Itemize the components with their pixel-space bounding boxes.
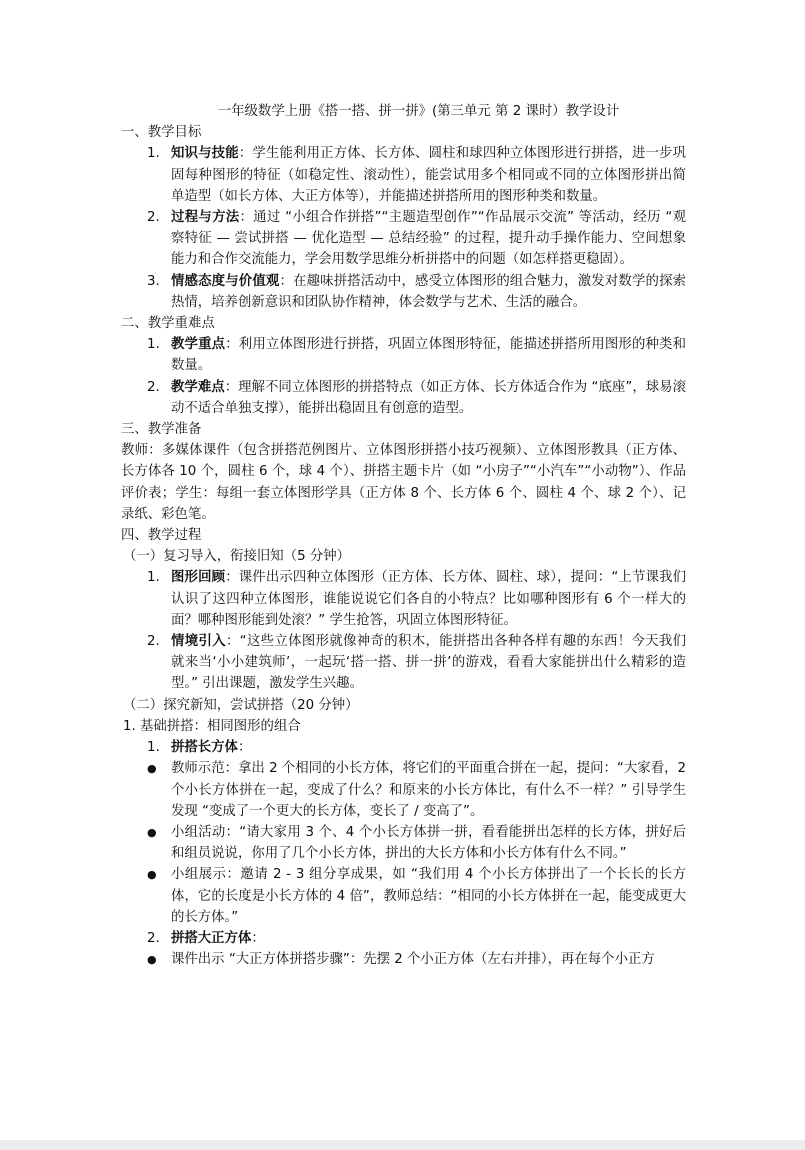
item-label: 教学难点: [171, 379, 225, 395]
bullet-text: 教师示范：拿出 2 个相同的小长方体，将它们的平面重合拼在一起，提问：“大家看，2 个小长方体拼在一起，变成了什么？和原来的小长方体比，有什么不一样？” 引导学生发现 “变成了一个更大的长方体，变长了 / 变高了”。: [171, 761, 686, 819]
section-heading-process: 四、教学过程: [121, 528, 202, 544]
objective-item: [121, 271, 686, 313]
item-text: ：: [251, 930, 265, 946]
item-label: 拼搭大正方体: [171, 930, 252, 946]
bullet-icon: ●: [147, 762, 157, 776]
bullet-text: 小组展示：邀请 2 - 3 组分享成果，如 “我们用 4 个小长方体拼出了一个长长的长方体，它的长度是小长方体的 4 倍”，教师总结：“相同的小长方体拼在一起，能变成更大的长方体。”: [171, 867, 686, 925]
bullet-text: 课件出示 “大正方体拼搭步骤”：先摆 2 个小正方体（左右并排），再在每个小正方: [171, 952, 655, 968]
bullet-text: 小组活动：“请大家用 3 个、4 个小长方体拼一拼，看看能拼出怎样的长方体，拼好后和组员说说，你用了几个小长方体，拼出的大长方体和小长方体有什么不同。”: [171, 824, 686, 862]
item-label: 图形回顾: [171, 570, 226, 586]
item-label: 过程与方法: [171, 210, 240, 226]
item-label: 情境引入: [171, 634, 226, 650]
bullet-item: [121, 864, 686, 928]
item-text: ：课件出示四种立体图形（正方体、长方体、圆柱、球），提问：“上节课我们认识了这四种立体图形，谁能说说它们各自的小特点？比如哪种图形有 6 个一样大的面？哪种图形能到处滚？” 学生抢答，巩固立体图形特征。: [171, 570, 686, 628]
bullet-item: [121, 949, 686, 970]
item-label: 情感态度与价值观: [171, 273, 280, 289]
process-item: [121, 631, 686, 695]
preparation-paragraph: 教师：多媒体课件（包含拼搭范例图片、立体图形拼搭小技巧视频）、立体图形教具（正方体、长方体各 10 个，圆柱 6 个，球 4 个）、拼搭主题卡片（如 “小房子”“小汽车”“小动物”）、作品评价表；学生：每组一套立体图形学具（正方体 8 个、长方体 6 个、圆柱 4 个、球 2 个）、记录纸、彩色笔。: [121, 443, 686, 522]
objective-item: [121, 207, 686, 271]
section-heading-key-points: 二、教学重难点: [121, 316, 215, 332]
item-text: ：“这些立体图形就像神奇的积木，能拼搭出各种各样有趣的东西！今天我们就来当‘小小建筑师’，一起玩‘搭一搭、拼一拼’的游戏，看看大家能拼出什么精彩的造型。” 引出课题，激发学生兴趣。: [171, 634, 687, 692]
step-item: [121, 737, 686, 758]
bullet-item: [121, 758, 686, 822]
document-title: 一年级数学上册《搭一搭、拼一拼》(第三单元 第 2 课时）教学设计: [217, 104, 620, 119]
item-text: ：理解不同立体图形的拼搭特点（如正方体、长方体适合作为 “底座”，球易滚动不适合单独支撑），能拼出稳固且有创意的造型。: [171, 379, 686, 416]
key-point-item: [121, 377, 686, 419]
item-number: 1.: [147, 146, 160, 162]
item-number: 1.: [147, 570, 160, 586]
item-number: 2.: [147, 210, 160, 226]
item-number: 2.: [147, 634, 160, 650]
item-label: 教学重点: [171, 337, 226, 353]
bullet-icon: ●: [147, 825, 157, 839]
section-heading-objectives: 一、教学目标: [121, 125, 202, 141]
item-number: 2.: [147, 379, 160, 395]
subsection-heading-explore: （二）探究新知，尝试拼搭（20 分钟）: [123, 697, 359, 713]
item-number: 2.: [147, 930, 160, 946]
bullet-icon: ●: [147, 953, 157, 967]
item-text: ：: [237, 740, 252, 756]
document-content: [121, 101, 686, 970]
item-label: 知识与技能: [171, 146, 239, 162]
step-item: [121, 928, 686, 949]
sub-subsection-heading: 1. 基础拼搭：相同图形的组合: [123, 718, 301, 734]
item-text: ：通过 “小组合作拼搭”“主题造型创作”“作品展示交流” 等活动，经历 “观察特征 — 尝试拼搭 — 优化造型 — 总结经验” 的过程，提升动手操作能力、空间想象能力和合作交流能力，学会用数学思维分析拼搭中的问题（如怎样搭更稳固）。: [171, 210, 687, 268]
item-text: ：学生能利用正方体、长方体、圆柱和球四种立体图形进行拼搭，进一步巩固每种图形的特征（如稳定性、滚动性），能尝试用多个相同或不同的立体图形拼出简单造型（如长方体、大正方体等），并能描述拼搭所用的图形种类和数量。: [171, 146, 687, 204]
item-number: 1.: [147, 740, 160, 756]
objective-item: [121, 143, 686, 207]
item-text: ：利用立体图形进行拼搭，巩固立体图形特征，能描述拼搭所用图形的种类和数量。: [171, 337, 687, 374]
bullet-item: [121, 822, 686, 864]
item-number: 1.: [147, 337, 160, 353]
bullet-icon: ●: [147, 868, 157, 882]
section-heading-preparation: 三、教学准备: [121, 422, 202, 438]
item-label: 拼搭长方体: [171, 740, 238, 756]
item-text: ：在趣味拼搭活动中，感受立体图形的组合魅力，激发对数学的探索热情，培养创新意识和团队协作精神，体会数学与艺术、生活的融合。: [171, 273, 687, 310]
page-bottom-edge: [0, 1140, 805, 1150]
process-item: [121, 567, 686, 631]
subsection-heading-review: （一）复习导入，衔接旧知（5 分钟）: [123, 549, 351, 565]
item-number: 3.: [147, 273, 160, 289]
key-point-item: [121, 334, 686, 376]
